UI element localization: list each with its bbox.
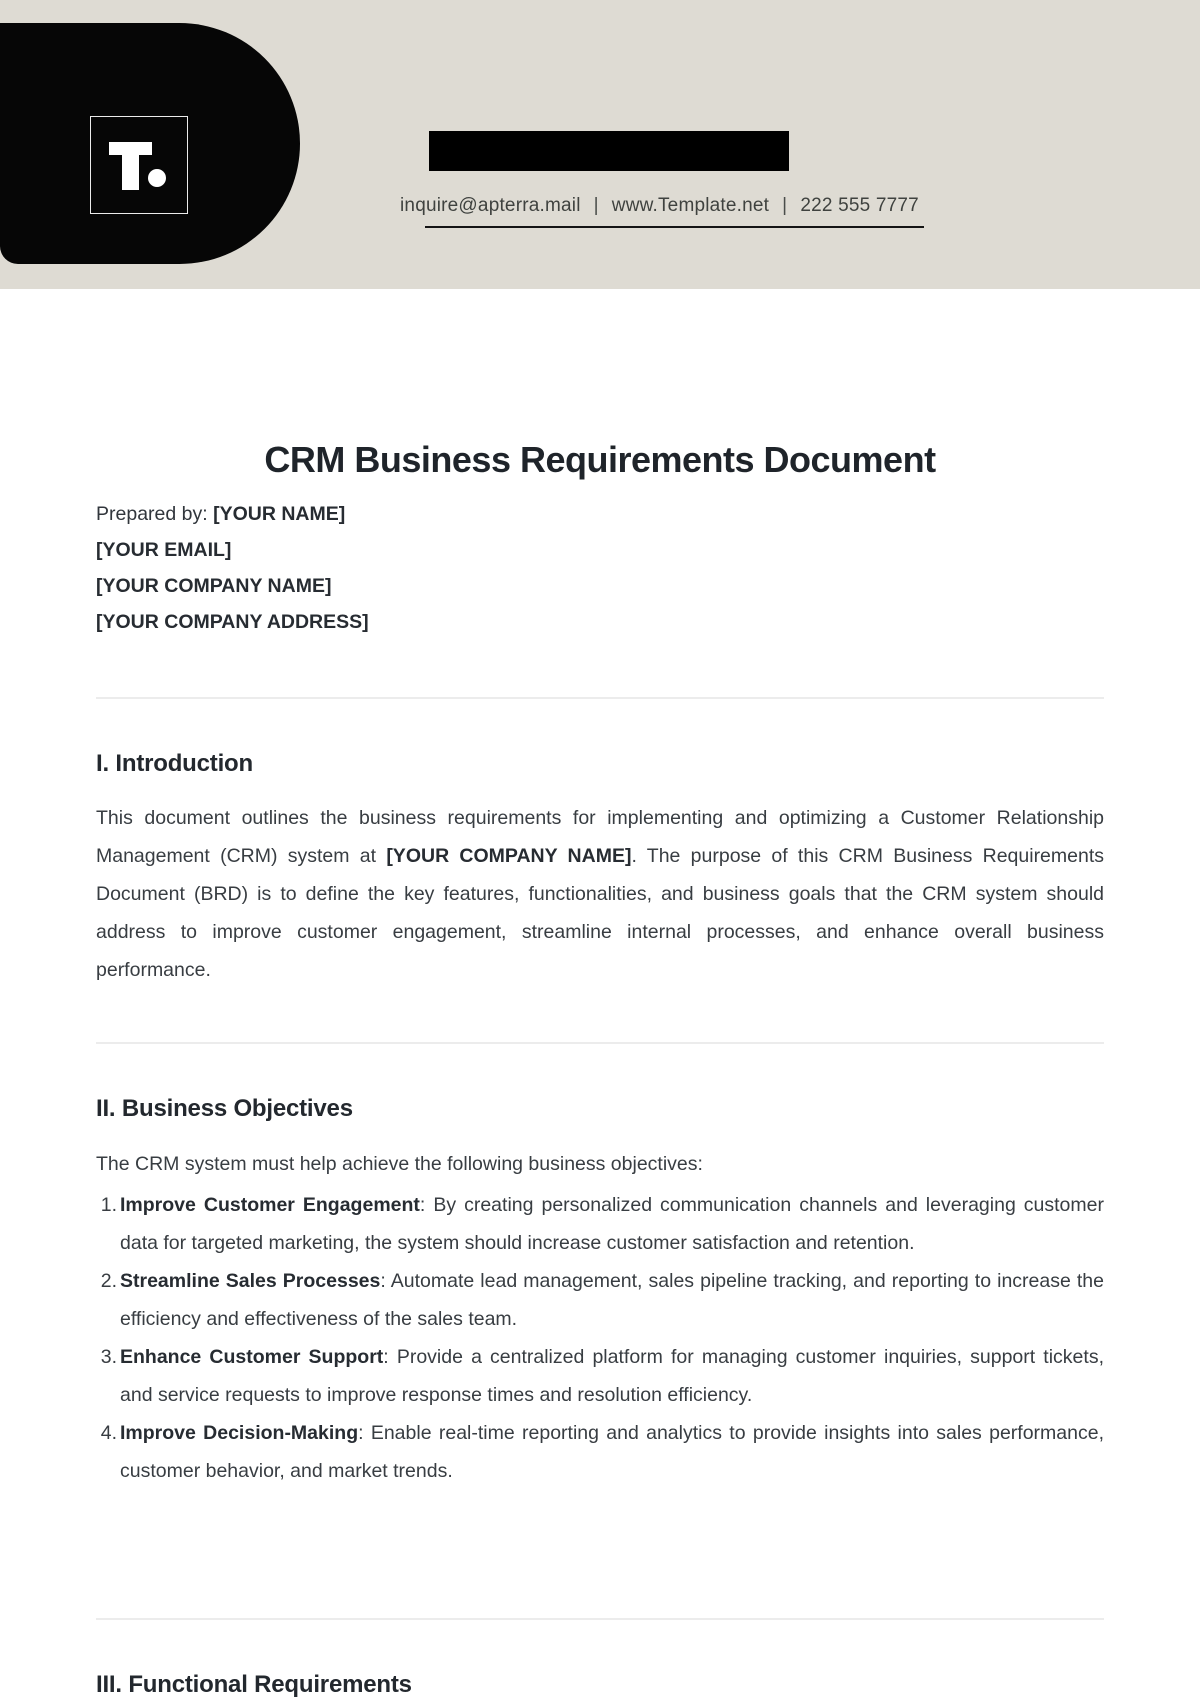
intro-text-before: This document outlines the business requirements for implementing and optimizing a Customer Relationship Management (CRM) system at: [96, 807, 1104, 867]
logo-dot-icon: [148, 169, 166, 187]
prepared-company: [YOUR COMPANY NAME]: [96, 575, 332, 597]
section-heading-business-objectives: II. Business Objectives: [96, 1095, 353, 1122]
list-item: [96, 1186, 1104, 1262]
list-item: [96, 1338, 1104, 1414]
section-divider: [96, 1042, 1104, 1044]
prepared-by-block: [96, 496, 1104, 640]
letterhead: [0, 0, 1200, 289]
company-logo: [90, 116, 188, 214]
prepared-by-name: [YOUR NAME]: [213, 503, 346, 525]
item-lead: Improve Customer Engagement: [120, 1194, 420, 1216]
item-lead: Enhance Customer Support: [120, 1346, 384, 1368]
contact-website[interactable]: www.Template.net: [611, 195, 770, 216]
item-number: 2.: [100, 1270, 117, 1292]
prepared-by-label: Prepared by:: [96, 503, 214, 525]
objectives-intro: The CRM system must help achieve the following business objectives:: [96, 1153, 703, 1175]
section-heading-introduction: I. Introduction: [96, 750, 253, 777]
section-heading-functional-requirements: III. Functional Requirements: [96, 1671, 412, 1698]
item-text: : Provide a centralized platform for managing customer inquiries, support tickets, and service requests to improve response times and resolution efficiency.: [120, 1346, 1104, 1406]
objectives-list: [96, 1186, 1104, 1490]
item-number: 1.: [100, 1194, 117, 1216]
list-item: [96, 1262, 1104, 1338]
prepared-by-line: [96, 496, 1104, 532]
item-lead: Improve Decision-Making: [120, 1422, 359, 1444]
contact-info: [400, 196, 919, 216]
prepared-email: [YOUR EMAIL]: [96, 539, 232, 561]
intro-company-placeholder: [YOUR COMPANY NAME]: [386, 845, 632, 867]
section-divider: [96, 697, 1104, 699]
item-lead: Streamline Sales Processes: [120, 1270, 381, 1292]
prepared-address: [YOUR COMPANY ADDRESS]: [96, 611, 369, 633]
list-item: [96, 1414, 1104, 1490]
redacted-company-name-bar: [429, 131, 789, 171]
contact-phone: 222 555 7777: [800, 195, 919, 216]
contact-underline: [425, 226, 924, 228]
contact-separator: |: [782, 195, 788, 216]
intro-text-after: . The purpose of this CRM Business Requirements Document (BRD) is to define the key features, functionalities, and business goals that the CRM system should address to improve customer engagement, streamline internal processes, and enhance overall business performance.: [96, 845, 1105, 981]
item-text: : By creating personalized communication channels and leveraging customer data for targeted marketing, the system should increase customer satisfaction and retention.: [120, 1194, 1104, 1254]
item-number: 3.: [100, 1346, 117, 1368]
item-text: : Automate lead management, sales pipeline tracking, and reporting to increase the efficiency and effectiveness of the sales team.: [120, 1270, 1104, 1330]
contact-separator: |: [593, 195, 599, 216]
introduction-paragraph: [96, 799, 1104, 989]
item-text: : Enable real-time reporting and analytics to provide insights into sales performance, customer behavior, and market trends.: [120, 1422, 1104, 1482]
logo-letter-t-stem: [122, 142, 139, 190]
section-divider: [96, 1618, 1104, 1620]
logo-pill-shape: [0, 23, 300, 264]
item-number: 4.: [100, 1422, 117, 1444]
page-title: CRM Business Requirements Document: [264, 439, 936, 480]
contact-email[interactable]: inquire@apterra.mail: [400, 195, 581, 216]
